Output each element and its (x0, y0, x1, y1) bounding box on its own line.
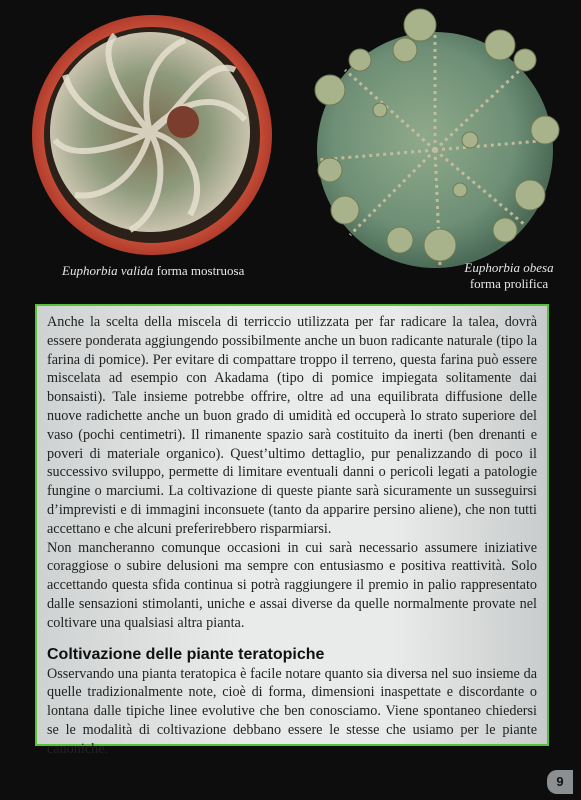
body-paragraph-3: Osservando una pianta teratopica è facile notare quanto sia diversa nel suo insieme da quelle tradizionalmente note, cioè di forma, dimensioni inaspettate e discordante o lontana dalle tipiche linee evolutive che ben conosciamo. Viene spontaneo chiedersi se le modalità di coltivazione debbano essere le stesse che usiamo per le piante canoniche. (47, 665, 537, 757)
photo-area (0, 0, 581, 300)
text-box (35, 304, 549, 757)
euphorbia-obesa-photo (315, 9, 559, 268)
page-number: 9 (547, 770, 573, 794)
caption-left-species: Euphorbia valida (62, 263, 154, 278)
section-heading: Coltivazione delle piante teratopiche (47, 645, 325, 663)
euphorbia-valida-photo (32, 15, 272, 255)
caption-left (62, 263, 244, 279)
cactus-photos (0, 0, 581, 300)
body-paragraph-1: Anche la scelta della miscela di terriccio utilizzata per far radicare la talea, dovrà essere ponderata aggiungendo possibilmente anche un buon radicante naturale (tipo la farina di pomice). Per evitare di compattare troppo il terreno, questa farina può essere miscelata ad esempio con Akadama (tipo di pomice impiegata solitamente dai bonsaisti). Tale insieme potrebbe offrire, oltre ad una equilibrata diffusione delle nuove radichette anche un buon grado di umidità ed occuperà lo strato superiore del vaso (pochi centimetri). Il rimanente spazio sarà costituito da inerti (ben drenanti e poveri di materiale organico). Quest’ultimo dettaglio, pur penalizzando di poco il successivo sviluppo, permette di limitare eventuali danni o pericoli legati a patologie fungine o marciumi. La coltivazione di queste piante sarà sicuramente un susseguirsi d’imprevisti e di immagini inconsuete (tanto da apparire persino aliene), che non tutti accettano e che alcuni preferirebbero risparmiarsi. (47, 314, 537, 537)
caption-right-species: Euphorbia obesa (464, 260, 554, 275)
caption-left-text: forma mostruosa (153, 263, 245, 278)
caption-right-text: forma prolifica (469, 276, 549, 291)
body-paragraph-2: Non mancheranno comunque occasioni in cui sarà necessario assumere iniziative coraggiose o subire delusioni ma sempre con entusiasmo e positiva reattività. Solo accettando questa sfida continua si potrà raggiungere il premio in palio rappresentato dalle sensazioni stimolanti, uniche e assai diverse da quelle normalmente provate nel coltivare una qualsiasi altra pianta. (47, 539, 537, 631)
caption-right (454, 260, 564, 292)
